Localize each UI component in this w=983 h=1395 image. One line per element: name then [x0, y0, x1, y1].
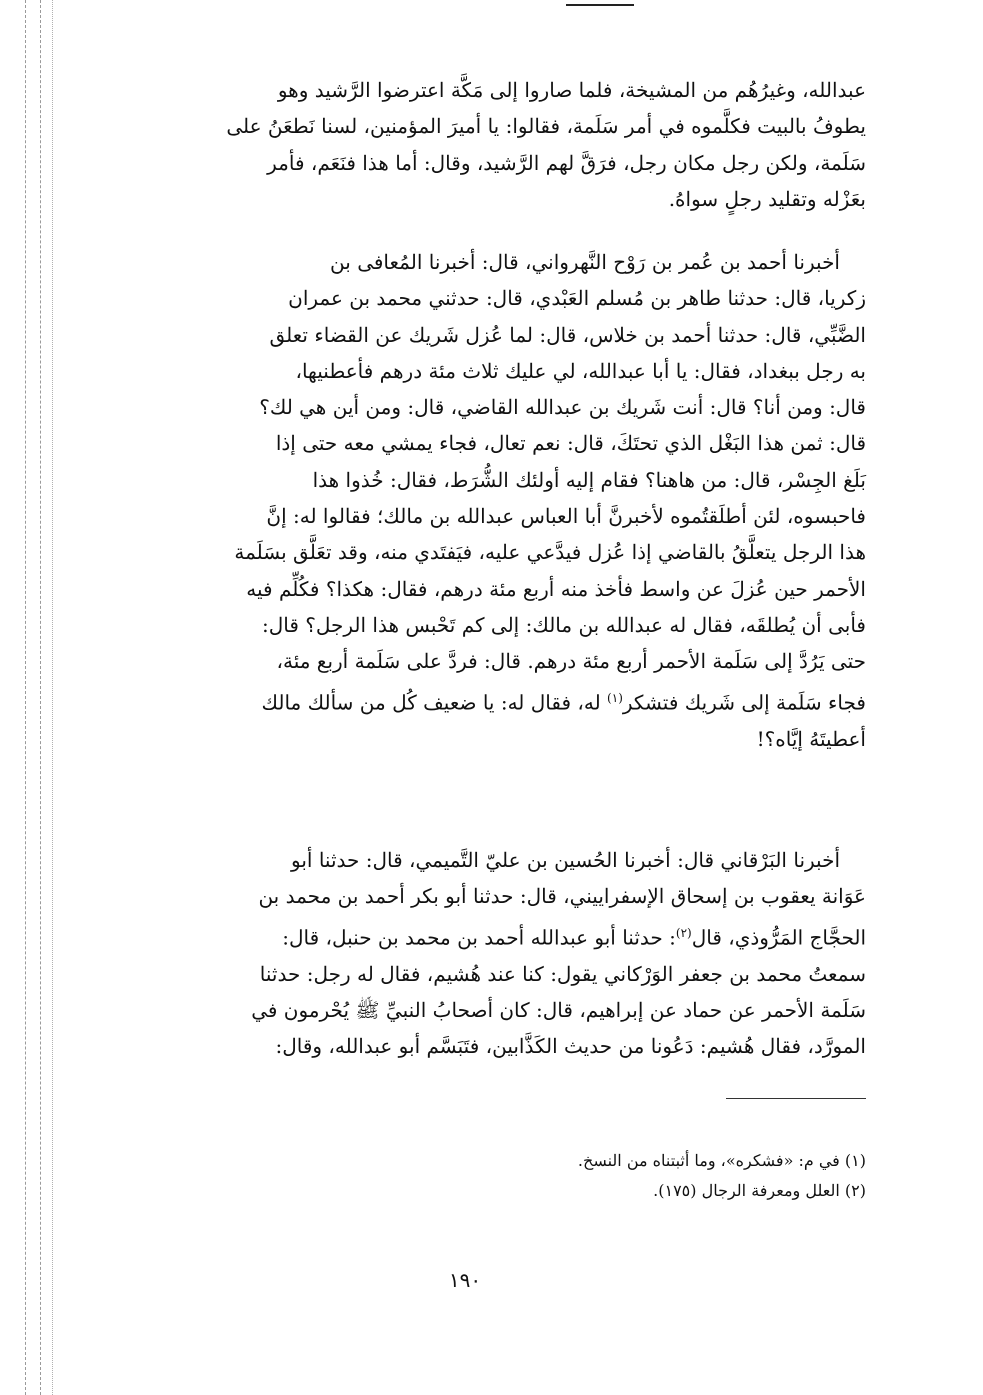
text-line — [136, 915, 866, 956]
text-line: المورَّد، فقال هُشيم: دَعُونا من حديث الكَذَّابين، فتَبَسَّم أبو عبدالله، وقال: — [275, 1034, 866, 1059]
text-line: سَلَمة الأحمر عن حماد عن إبراهيم، قال: كان أصحابُ النبيِّ ﷺ يُحْرمون في — [251, 997, 866, 1022]
text-line: حتى يَرُدَّ إلى سَلَمة الأحمر أربع مئة درهم. قال: فردَّ على سَلَمة أربع مئة، — [276, 649, 866, 674]
text-segment: فجاء سَلَمة إلى شَريك فتشكر — [622, 690, 866, 715]
footnote-text: العلل ومعرفة الرجال (١٧٥). — [653, 1181, 840, 1200]
text-line: أخبرنا البَرْقاني قال: أخبرنا الحُسين بن عليّ التَّميمي، قال: حدثنا أبو — [291, 848, 840, 872]
footnotes — [136, 1146, 866, 1206]
text-line: قال: ومن أنا؟ قال: أنت شَريك بن عبدالله القاضي، قال: ومن أين هي لك؟ — [259, 395, 866, 420]
text-line: سمعتُ محمد بن جعفر الوَرْكاني يقول: كنا عند هُشيم، فقال له رجل: حدثنا — [259, 961, 866, 986]
footnote-number: (٢) — [844, 1181, 866, 1200]
text-segment: له، فقال له: يا ضعيف كُل من سألك مالك — [261, 690, 608, 715]
text-line: بعَزْله وتقليد رجلٍ سواهُ. — [668, 186, 866, 211]
footnote-number: (١) — [844, 1151, 866, 1170]
text-line: عبدالله، وغيرُهُم من المشيخة، فلما صاروا إلى مَكَّة اعترضوا الرَّشيد وهو — [277, 78, 866, 102]
footnote-ref-2[interactable]: (٢) — [675, 925, 692, 940]
footnote-text: في م: «فشكره»، وما أثبتناه من النسخ. — [577, 1151, 840, 1170]
text-line: زكريا، قال: حدثنا طاهر بن مُسلم العَبْدي، قال: حدثني محمد بن عمران — [288, 286, 866, 311]
footnote-1 — [136, 1146, 866, 1176]
text-segment: : حدثنا أبو عبدالله أحمد بن محمد بن حنبل، قال: — [282, 925, 676, 950]
page-number: ١٩٠ — [448, 1268, 482, 1292]
text-line: به رجل ببغداد، فقال: يا أبا عبدالله، لي عليك ثلاث مئة درهم فأعطنيها، — [295, 358, 866, 383]
text-line: أعطيتَهُ إيَّاه؟! — [756, 726, 866, 751]
header-rule — [566, 4, 634, 6]
text-line — [136, 680, 866, 721]
paragraph-3 — [136, 842, 866, 1064]
text-line: الضَّبِّي، قال: حدثنا أحمد بن خلاس، قال: لما عُزل شَريك عن القضاء تعلق — [269, 322, 866, 347]
footnote-2 — [136, 1176, 866, 1206]
paragraph-1 — [136, 72, 866, 217]
text-line: بَلَغ الجِسْر، قال: من هاهنا؟ فقام إليه أولئك الشُّرَط، فقال: خُذوا هذا — [312, 467, 866, 492]
footnote-separator — [726, 1098, 866, 1099]
text-line: فأبى أن يُطلقَه، فقال له عبدالله بن مالك: إلى كم تَحْبس هذا الرجل؟ قال: — [261, 612, 866, 637]
scan-margin-line — [40, 0, 41, 1395]
text-line: سَلَمة، ولكن رجل مكان رجل، فرَقَّ لهم الرَّشيد، وقال: أما هذا فنَعَم، فأمر — [267, 150, 866, 175]
text-line: فاحبسوه، لئن أطلَقتُموه لأخبرنَّ أبا العباس عبدالله بن مالك؛ فقالوا له: إنَّ — [266, 504, 866, 529]
scan-margin-line — [25, 0, 26, 1395]
paragraph-2 — [136, 244, 866, 757]
scan-margin-line — [52, 0, 53, 1395]
text-line: هذا الرجل يتعلَّقُ بالقاضي إذا عُزل فيدَّعي عليه، فيَفتَدي منه، وقد تعَلَّق بسَلَمة — [234, 540, 866, 565]
text-line: الأحمر حين عُزلَ عن واسط فأخذ منه أربع مئة درهم، فقال: هكذا؟ فكُلِّم فيه — [246, 576, 866, 601]
text-segment: الحجَّاج المَرُّوذي، قال — [691, 925, 866, 950]
text-line: أخبرنا أحمد بن عُمر بن رَوْح النَّهرواني، قال: أخبرنا المُعافى بن — [330, 250, 840, 274]
text-line: عَوَانة يعقوب بن إسحاق الإسفراييني، قال: حدثنا أبو بكر أحمد بن محمد بن — [258, 884, 866, 909]
footnote-ref-1[interactable]: (١) — [607, 690, 623, 705]
text-line: يطوفُ بالبيت فكلَّموه في أمر سَلَمة، فقالوا: يا أميرَ المؤمنين، لسنا نَطعَنُ على — [226, 114, 866, 139]
text-line: قال: ثمن هذا البَغْل الذي تحتَكَ، قال: نعم تعال، فجاء يمشي معه حتى إذا — [275, 431, 866, 456]
